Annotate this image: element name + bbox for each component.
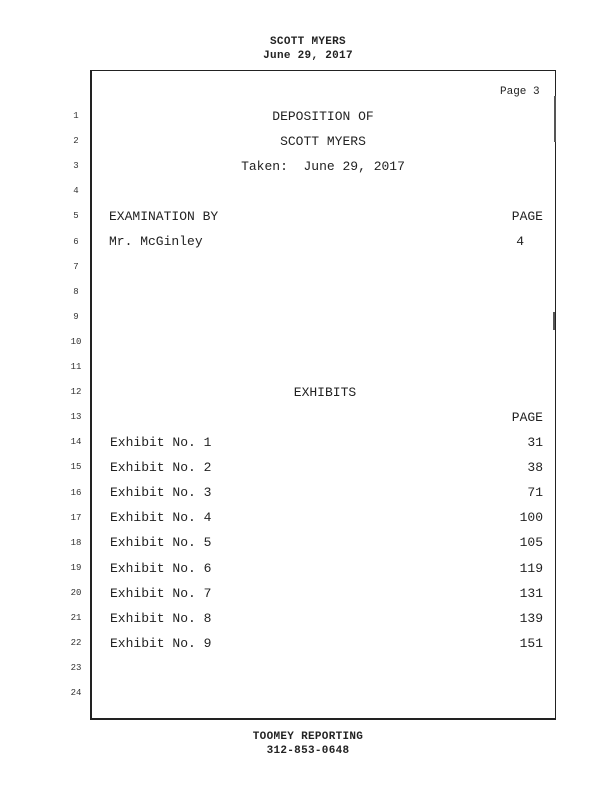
line-number: 19 [70, 562, 82, 573]
line-number: 15 [70, 462, 82, 473]
exhibit-page: 71 [527, 485, 543, 501]
line-number: 2 [73, 136, 79, 147]
line-number: 13 [70, 412, 82, 423]
line-number: 18 [70, 537, 82, 548]
exhibit-label: Exhibit No. 9 [110, 635, 212, 651]
line-number: 4 [73, 186, 79, 197]
exhibit-page: 119 [519, 560, 543, 576]
examiner-page: 4 [516, 234, 524, 249]
exhibit-page: 105 [519, 535, 543, 551]
exhibits-page-heading: PAGE [511, 410, 543, 425]
page-label: Page 3 [500, 86, 540, 98]
line-number: 22 [70, 638, 82, 649]
line-number: 24 [70, 688, 82, 699]
exhibit-label: Exhibit No. 3 [110, 485, 212, 501]
line-number: 20 [70, 587, 82, 598]
line-number: 12 [70, 387, 82, 398]
exhibit-label: Exhibit No. 5 [110, 535, 212, 551]
exhibit-label: Exhibit No. 1 [110, 435, 212, 450]
exhibit-label: Exhibit No. 2 [110, 460, 212, 476]
header-date: June 29, 2017 [263, 50, 353, 62]
line-number: 11 [70, 362, 82, 372]
exhibit-page: 131 [519, 585, 543, 601]
line-number: 3 [73, 161, 79, 172]
line-number: 23 [70, 663, 82, 674]
line-number: 5 [73, 211, 79, 222]
exhibit-label: Exhibit No. 7 [110, 585, 212, 601]
exhibits-heading: EXHIBITS [293, 385, 357, 400]
line-number: 7 [73, 261, 79, 272]
line-number: 10 [70, 336, 82, 347]
exhibit-label: Exhibit No. 4 [110, 510, 212, 526]
line-number: 1 [73, 111, 79, 121]
exhibit-page: 151 [519, 635, 543, 651]
line-number: 8 [73, 286, 79, 297]
examination-heading: EXAMINATION BY [109, 209, 219, 224]
line-number: 14 [70, 437, 82, 448]
exhibit-label: Exhibit No. 6 [110, 560, 212, 576]
footer-company: TOOMEY REPORTING [252, 731, 364, 743]
examiner-name: Mr. McGinley [109, 234, 203, 249]
exhibit-page: 139 [519, 610, 543, 626]
exhibit-page: 31 [527, 435, 543, 450]
deposition-title: DEPOSITION OF [272, 109, 374, 124]
exhibit-page: 38 [527, 460, 543, 476]
scan-mark [553, 312, 555, 330]
deponent-name: SCOTT MYERS [280, 134, 366, 149]
line-number: 16 [70, 487, 82, 498]
footer-phone: 312-853-0648 [266, 745, 350, 757]
exhibit-page: 100 [519, 510, 543, 526]
line-number: 9 [73, 311, 79, 322]
line-number: 17 [70, 512, 82, 523]
exhibit-label: Exhibit No. 8 [110, 610, 212, 626]
taken-date: Taken: June 29, 2017 [241, 159, 405, 174]
examination-page-heading: PAGE [511, 209, 543, 224]
line-number: 21 [70, 613, 82, 623]
header-name: SCOTT MYERS [270, 36, 346, 48]
line-number: 6 [73, 236, 79, 247]
